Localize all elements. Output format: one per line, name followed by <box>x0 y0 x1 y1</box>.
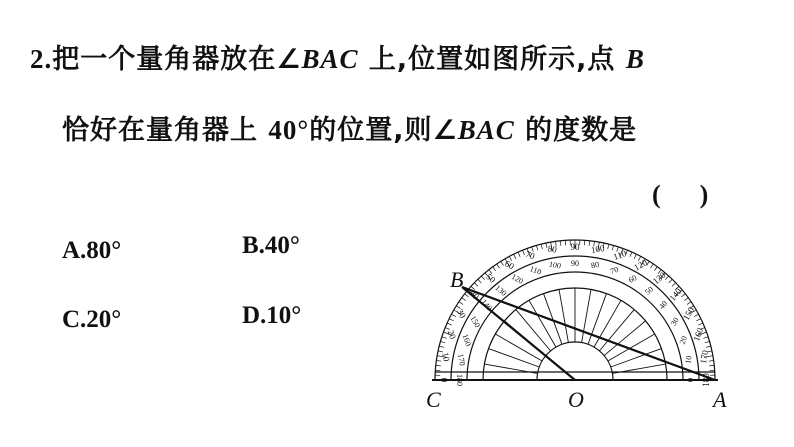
inner-scale-label: 90 <box>571 258 579 268</box>
outer-scale-label: 140 <box>667 286 684 303</box>
inner-scale-label: 120 <box>509 272 525 286</box>
outer-scale-label: 70 <box>524 248 537 262</box>
tick-mark <box>436 365 441 366</box>
inner-scale-label: 40 <box>657 299 670 311</box>
question-line-1 <box>30 37 645 76</box>
outer-scale-label: 20 <box>445 328 459 341</box>
tick-mark <box>560 241 561 246</box>
inner-scale-label: 70 <box>609 264 620 276</box>
tick-mark <box>650 264 653 268</box>
tick-mark <box>687 302 691 305</box>
tick-mark <box>698 323 703 325</box>
figure-label-c: C <box>426 387 441 412</box>
tick-mark <box>514 254 516 258</box>
tick-mark <box>447 323 452 325</box>
option-c: C.20° <box>62 306 122 333</box>
radial-line <box>608 334 655 361</box>
tick-mark <box>478 279 481 283</box>
question-text-1a: 把一个量角器放在 <box>52 44 277 75</box>
radial-line <box>559 289 568 342</box>
tick-mark <box>706 346 711 347</box>
inner-scale-label: 140 <box>479 297 494 313</box>
tick-mark <box>634 254 636 258</box>
option-b: B.40° <box>242 232 300 259</box>
question-text-2a: 恰好在量角器上 <box>62 115 258 146</box>
tick-mark <box>518 252 520 257</box>
tick-mark <box>459 302 463 305</box>
inner-scale-label: 110 <box>528 264 543 277</box>
degree-value: 40° <box>268 115 310 145</box>
inner-scale-label: 10 <box>683 355 694 365</box>
tick-mark <box>608 244 609 249</box>
angle-name-2: BAC <box>457 115 515 145</box>
tick-mark <box>497 264 500 268</box>
outer-scale-label: 160 <box>691 326 706 343</box>
tick-mark <box>501 261 504 265</box>
tick-mark <box>451 314 455 316</box>
inner-scale-label: 160 <box>460 332 473 348</box>
question-line-2 <box>62 108 637 147</box>
tick-mark <box>654 267 657 271</box>
protractor-figure <box>420 225 740 415</box>
tick-mark <box>669 279 672 283</box>
angle-symbol: ∠ <box>276 44 302 75</box>
tick-mark <box>462 298 466 301</box>
question-text-2c: 的度数是 <box>525 115 638 146</box>
tick-mark <box>493 267 496 271</box>
answer-parentheses: ( ) <box>652 180 709 209</box>
tick-mark <box>536 245 537 250</box>
inner-scale-label: 80 <box>590 259 600 271</box>
question-text-1b: 上,位置如图所示,点 <box>368 44 616 75</box>
tick-mark <box>523 250 525 255</box>
inner-scale-label: 130 <box>493 283 509 298</box>
outer-scale-label: 40 <box>467 287 482 302</box>
tick-mark <box>546 243 547 248</box>
outer-scale-label: 120 <box>632 257 649 273</box>
inner-scale-label: 100 <box>548 259 562 271</box>
outer-scale-label: 90 <box>570 242 580 253</box>
tick-mark <box>709 365 714 366</box>
question-text-2b: 的位置,则 <box>309 115 433 146</box>
outer-scale-label: 130 <box>650 269 668 287</box>
angle-name: BAC <box>301 44 359 74</box>
tick-mark <box>705 341 710 342</box>
point-b-label: B <box>625 44 645 74</box>
outer-scale-label: 10 <box>440 351 452 363</box>
inner-scale-label: 30 <box>668 315 681 328</box>
outer-scale-label: 180 <box>701 373 712 387</box>
tick-mark <box>439 346 444 347</box>
tick-mark <box>436 361 441 362</box>
tick-mark <box>445 328 450 330</box>
tick-mark <box>442 337 447 339</box>
tick-mark <box>703 337 708 339</box>
figure-label-o: O <box>568 387 584 412</box>
tick-mark <box>438 351 443 352</box>
inner-scale-label: 0 <box>685 378 695 382</box>
question-number: 2. <box>30 44 53 74</box>
figure-label-b: B <box>450 267 464 292</box>
outer-scale-label: 110 <box>611 248 628 263</box>
tick-mark <box>684 298 688 301</box>
inner-scale-label: 180 <box>455 374 465 386</box>
inner-scale-label: 60 <box>626 273 639 285</box>
tick-mark <box>474 283 478 286</box>
figure-label-a: A <box>713 387 727 412</box>
outer-scale-label: 170 <box>697 349 711 365</box>
tick-mark <box>612 245 613 250</box>
outer-scale-label: 50 <box>484 271 498 285</box>
tick-mark <box>541 244 542 249</box>
tick-mark <box>696 319 700 321</box>
option-d: D.10° <box>242 302 302 329</box>
outer-scale-label: 100 <box>590 242 606 256</box>
tick-mark <box>440 341 445 342</box>
inner-scale-label: 150 <box>468 314 483 330</box>
radial-line <box>489 349 540 367</box>
tick-mark <box>456 306 460 309</box>
tick-mark <box>694 314 698 316</box>
option-a: A.80° <box>62 237 122 264</box>
outer-scale-label: 60 <box>503 258 516 272</box>
tick-mark <box>449 319 453 321</box>
inner-scale-label: 170 <box>455 353 467 367</box>
outer-scale-label: 80 <box>546 243 558 255</box>
outer-scale-label: 150 <box>680 305 697 322</box>
outer-scale-label: 0 <box>438 377 449 383</box>
tick-mark <box>630 252 632 257</box>
inner-scale-label: 20 <box>677 334 689 346</box>
angle-symbol-2: ∠ <box>432 115 458 146</box>
tick-mark <box>709 361 714 362</box>
inner-scale-label: 50 <box>643 284 656 297</box>
radial-line <box>529 300 556 347</box>
outer-scale-label: 30 <box>454 307 469 320</box>
